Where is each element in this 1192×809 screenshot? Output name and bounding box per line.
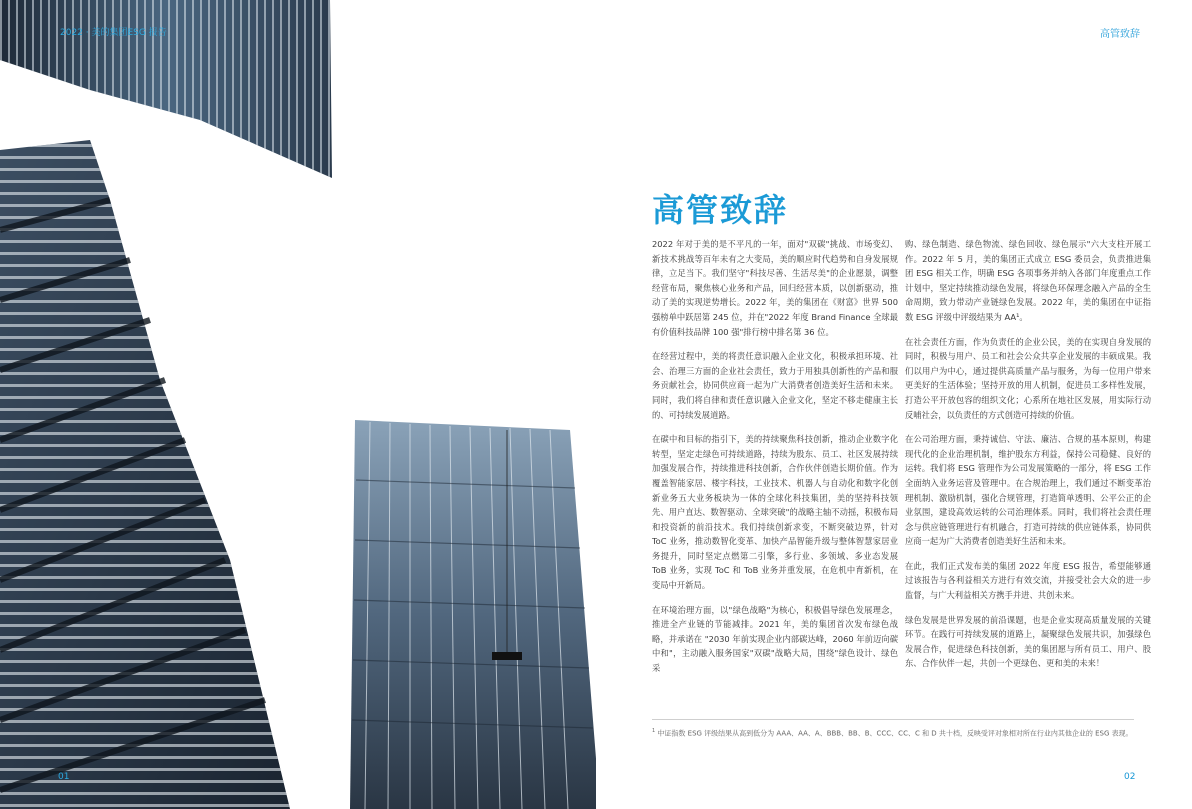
text-column-left bbox=[652, 237, 898, 686]
paragraph: 绿色发展是世界发展的前沿课题，也是企业实现高质量发展的关键环节。在践行可持续发展的道路上，凝聚绿色发展共识，加强绿色发展合作，促进绿色科技创新，美的集团愿与所有员工、用户、股东、合作伙伴一起，共创一个更绿色、更和美的未来！ bbox=[905, 614, 1151, 669]
paragraph: 在公司治理方面，秉持诚信、守法、廉洁、合规的基本原则，构建现代化的企业治理机制，维护股东方利益，保持公司稳健、良好的运转。我们将 ESG 管理作为公司发展策略的一部分，将 ESG 工作全面纳入业务运营及管理中。在合规治理上，我们通过不断变革治理机制、激励机制，强化合规管理，打造简单透明、公平公正的企业氛围，建设高效运转的公司治理体系。同时，我们将社会责任理念与供应链管理进行有机融合，打造可持续的供应链体系，协同供应商一起为广大消费者创造美好生活和未来。 bbox=[905, 434, 1151, 547]
section-header: 高管致辞 bbox=[1100, 29, 1140, 40]
page-number-left: 01 bbox=[58, 772, 70, 782]
footnote-text: 中证指数 ESG 评级结果从高到低分为 AAA、AA、A、BBB、BB、B、CCC、CC、C 和 D 共十档，反映受评对象相对所在行业内其他企业的 ESG 表现。 bbox=[657, 729, 1133, 738]
report-title-header: 2022 · 美的集团ESG 报告 bbox=[60, 28, 167, 38]
page-title: 高管致辞 bbox=[652, 191, 789, 230]
paragraph: 在社会责任方面，作为负责任的企业公民，美的在实现自身发展的同时，积极与用户、员工和社会公众共享企业发展的丰硕成果。我们以用户为中心，通过提供高质量产品与服务，为每一位用户带来更美好的生活体验；坚持开放的用人机制，促进员工多样性发展，打造公平开放包容的组织文化；心系所在地社区发展，用实际行动反哺社会，以负责任的方式创造可持续的价值。 bbox=[905, 336, 1151, 420]
paragraph: 购、绿色制造、绿色物流、绿色回收、绿色展示"六大支柱开展工作。2022 年 5 月，美的集团正式成立 ESG 委员会，负责推进集团 ESG 相关工作，明确 ESG 各项事务并纳入各部门年度重点工作计划中，坚定持续推动绿色发展，将绿色环保理念融入产品的全生命周期，致力带动产业链绿色发展。2022 年，美的集团在中证指数 ESG 评级中评级结果为 AA¹。 bbox=[905, 239, 1151, 322]
footnote-divider bbox=[652, 719, 1134, 720]
footnote bbox=[652, 728, 1138, 738]
footnote-marker: 1 bbox=[652, 728, 656, 734]
paragraph: 在碳中和目标的指引下，美的持续聚焦科技创新，推动企业数字化转型，坚定走绿色可持续道路，持续为股东、员工、社区发展持续加强发展合作，持续推进科技创新，合作伙伴创造长期价值。作为覆盖智能家居、楼宇科技，工业技术、机器人与自动化和数字化创新业务五大业务板块为一体的全球化科技集团，美的坚持科技领先、用户直达、数智驱动、全球突破"的战略主轴不动摇，积极布局和投资新的前沿技术。我们持续创新求变，不断突破边界，针对 ToC 业务，推动数智化变革、加快产品智能升级与整体智慧家居业务提升，同时坚定点燃第二引擎，多行业、多领域、多业态发展 ToB 业务，实现 ToC 和 ToB 业务并重发展，在危机中育新机，在变局中开新局。 bbox=[652, 434, 898, 591]
paragraph: 在环境治理方面，以"绿色战略"为核心，积极倡导绿色发展理念，推进全产业链的节能减排。2021 年，美的集团首次发布绿色战略，并承诺在 "2030 年前实现企业内部碳达峰，2060 年前迈向碳中和"，主动融入服务国家"双碳"战略大局，围绕"绿色设计、绿色采 bbox=[652, 604, 898, 674]
paragraph: 在此，我们正式发布美的集团 2022 年度 ESG 报告，希望能够通过该报告与各利益相关方进行有效交流，并接受社会大众的进一步监督，与广大利益相关方携手并进、共创未来。 bbox=[905, 560, 1151, 601]
paragraph: 2022 年对于美的是不平凡的一年，面对"双碳"挑战、市场变幻、新技术挑战等百年未有之大变局，美的顺应时代趋势和自身发展规律，立足当下。我们坚守"科技尽善、生活尽美"的企业愿景，调整经营布局，聚焦核心业务和产品，回归经营本质，以创新驱动，推动了美的实现逆势增长。2022 年，美的集团在《财富》世界 500 强榜单中跃居第 245 位，并在"2022 年度 Brand Finance 全球最有价值科技品牌 100 强"排行榜中排名第 36 位。 bbox=[652, 239, 898, 337]
paragraph: 在经营过程中，美的将责任意识融入企业文化，积极承担环境、社会、治理三方面的企业社会责任，致力于用独具创新性的产品和服务贡献社会，协同供应商一起为广大消费者创造美好生活和未来。同时，我们将自律和责任意识融入企业文化，坚定不移走健康主长的、可持续发展道路。 bbox=[652, 351, 898, 420]
text-column-right bbox=[905, 237, 1151, 681]
page-number-right: 02 bbox=[1124, 772, 1136, 782]
